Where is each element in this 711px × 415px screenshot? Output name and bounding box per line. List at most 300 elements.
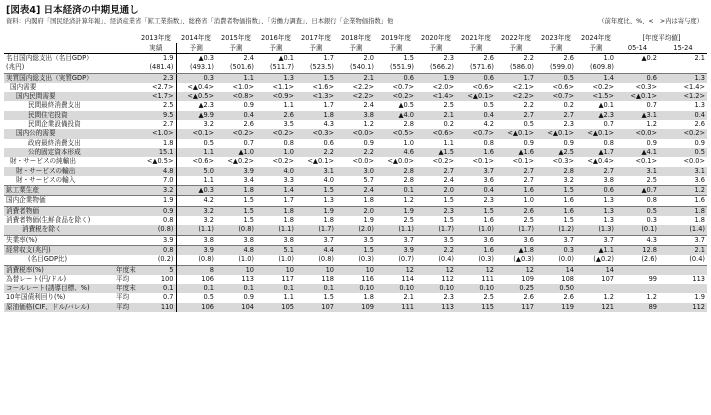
- average-cell: (0.1): [616, 225, 659, 235]
- average-cell: 0.4: [659, 111, 707, 120]
- table-cell: 2.7: [163, 120, 174, 129]
- table-cell: ▲2.5: [536, 148, 576, 157]
- table-cell: <2.2>: [496, 92, 536, 101]
- table-cell: 2.3: [563, 120, 574, 129]
- status-header: 予測: [336, 43, 376, 54]
- table-cell: 3.7: [376, 235, 416, 245]
- table-cell: (0.8): [176, 255, 216, 265]
- table-cell: <▲0.4>: [587, 157, 614, 166]
- table-cell: 1.9: [163, 54, 174, 62]
- table-cell: 3.9: [136, 235, 176, 245]
- table-cell: 112: [441, 274, 454, 283]
- table-cell: 0.6: [576, 186, 616, 196]
- table-cell: 8: [176, 265, 216, 275]
- table-cell: 3.9: [376, 245, 416, 255]
- table-cell: <▲0.5>: [146, 157, 174, 166]
- table-cell: 1.5: [443, 216, 454, 225]
- status-header: 予測: [216, 43, 256, 54]
- table-cell: 0.5: [176, 293, 216, 302]
- table-cell: 1.8: [256, 206, 296, 216]
- table-cell: 1.8: [216, 186, 256, 196]
- table-row: [4, 303, 707, 312]
- row-label: 国内需要: [10, 82, 37, 91]
- table-cell: 5.1: [256, 245, 296, 255]
- row-label: 国内公的需要: [4, 129, 114, 138]
- table-cell: 2.7: [496, 111, 536, 120]
- row-label: 実質国内総支出（実質GDP）: [4, 73, 114, 83]
- year-header: 2017年度: [301, 34, 331, 42]
- row-label: 公的固定資本形成: [4, 148, 114, 157]
- table-cell: (1.2): [536, 225, 576, 235]
- table-cell: 3.2: [136, 186, 176, 196]
- table-cell: (0.3): [478, 255, 494, 264]
- table-cell: 1.1: [216, 73, 256, 83]
- table-cell: 108: [561, 274, 574, 283]
- table-cell: 3.5: [416, 235, 456, 245]
- table-cell: 2.3: [136, 73, 176, 83]
- row-label: 消費税を除く: [4, 225, 114, 235]
- average-cell: 2.5: [646, 175, 657, 184]
- table-cell: 1.8: [283, 216, 294, 225]
- table-cell: 2.6: [563, 293, 574, 302]
- table-cell: 4.2: [483, 120, 494, 129]
- status-header: 実績: [136, 43, 176, 54]
- table-cell: <▲0.4>: [176, 83, 216, 92]
- status-header: 予測: [256, 43, 296, 54]
- year-header: 2014年度: [181, 34, 211, 42]
- table-cell: (571.6): [456, 63, 496, 73]
- table-cell: 1.9: [363, 216, 374, 225]
- average-cell: 0.3: [646, 216, 657, 225]
- average-cell: [616, 265, 659, 275]
- average-cell: 112: [659, 303, 707, 312]
- row-label: 消費者物価: [4, 206, 114, 216]
- table-cell: 1.6: [456, 245, 496, 255]
- table-cell: 111: [481, 274, 494, 283]
- table-cell: (▲0.2): [593, 255, 614, 264]
- table-cell: 3.9: [216, 167, 256, 176]
- table-cell: (2.0): [336, 225, 376, 235]
- table-cell: 0.5: [176, 139, 216, 148]
- average-cell: 1.6: [659, 196, 707, 206]
- table-cell: 0.3: [176, 73, 216, 83]
- table-cell: (1.3): [576, 225, 616, 235]
- table-cell: (523.5): [296, 63, 336, 73]
- row-label: 名目国内総支出（名目GDP）: [6, 54, 93, 62]
- table-cell: 2.1: [416, 111, 456, 120]
- table-cell: 1.9: [296, 206, 336, 216]
- status-header: 予測: [456, 43, 496, 54]
- table-cell: 3.6: [483, 175, 494, 184]
- table-cell: ▲2.3: [176, 101, 216, 110]
- row-unit: [114, 225, 136, 235]
- table-cell: <0.6>: [472, 82, 494, 91]
- table-row: [4, 83, 707, 92]
- table-cell: (511.7): [256, 63, 296, 73]
- table-cell: <1.0>: [232, 82, 254, 91]
- table-row: [4, 63, 707, 73]
- table-row: [4, 167, 707, 176]
- average-cell: (2.6): [641, 255, 657, 264]
- row-unit: [114, 186, 136, 196]
- table-cell: 2.8: [403, 175, 414, 184]
- row-unit: [114, 167, 136, 176]
- table-row: [4, 216, 707, 225]
- table-cell: 5: [136, 265, 176, 275]
- table-cell: ▲1.5: [416, 148, 456, 157]
- table-cell: ▲1.1: [576, 245, 616, 255]
- average-cell: ▲0.2: [641, 54, 657, 62]
- table-cell: 3.2: [176, 120, 216, 129]
- table-cell: 0.7: [603, 120, 614, 129]
- average-cell: 1.9: [694, 293, 705, 302]
- table-row: [4, 196, 707, 206]
- table-cell: 1.7: [323, 54, 334, 62]
- table-cell: 1.5: [296, 73, 336, 83]
- table-cell: <1.6>: [312, 82, 334, 91]
- source-note: 資料：内閣府「国民経済計算年報」、経済産業省「鉱工業指数」、総務省「消費者物価指数」、「労働力調査」、日本銀行「企業物価指数」他: [6, 18, 394, 25]
- average-cell: 0.6: [616, 73, 659, 83]
- table-row: [4, 139, 707, 148]
- table-cell: 2.2: [523, 54, 534, 62]
- table-cell: 0.9: [243, 101, 254, 110]
- table-cell: 3.7: [536, 235, 576, 245]
- status-header: 予測: [296, 43, 336, 54]
- average-cell: <0.1>: [635, 157, 657, 166]
- table-cell: 1.4: [576, 73, 616, 83]
- table-cell: 2.6: [483, 54, 494, 62]
- table-row: [4, 293, 707, 302]
- table-cell: 1.1: [176, 176, 216, 186]
- table-cell: 1.2: [376, 196, 416, 206]
- table-cell: 1.5: [323, 293, 334, 302]
- year-header: 2020年度: [421, 34, 451, 42]
- table-cell: (▲0.3): [513, 255, 534, 264]
- table-cell: 3.5: [336, 235, 376, 245]
- avg-period-header: 15-24: [659, 43, 707, 54]
- row-unit: 平均: [116, 293, 130, 302]
- table-row: [4, 54, 707, 64]
- table-cell: 12: [416, 265, 456, 275]
- table-cell: 1.0: [603, 54, 614, 62]
- table-cell: [576, 284, 616, 293]
- table-cell: 1.3: [576, 196, 616, 206]
- table-cell: 3.7: [576, 235, 616, 245]
- unit-note: （前年度比、%、< >内は寄与度）: [598, 18, 703, 25]
- table-cell: 0.10: [456, 284, 496, 293]
- row-unit: [114, 129, 136, 138]
- row-unit: [114, 245, 136, 255]
- table-cell: 14: [576, 265, 616, 275]
- table-cell: <0.2>: [216, 129, 256, 138]
- table-cell: 0.6: [376, 73, 416, 83]
- row-label: 為替レート(円/ドル): [6, 274, 67, 283]
- table-cell: 3.8: [603, 175, 614, 184]
- average-cell: 12.8: [616, 245, 659, 255]
- average-cell: 0.9: [694, 138, 705, 147]
- row-label: 財・サービスの輸入: [16, 175, 76, 184]
- table-cell: 1.0: [496, 196, 536, 206]
- table-cell: 1.7: [323, 101, 334, 110]
- table-cell: 2.4: [336, 186, 376, 196]
- table-cell: 4.3: [323, 120, 334, 129]
- table-cell: <0.0>: [336, 129, 376, 138]
- table-cell: 2.3: [416, 206, 456, 216]
- table-cell: 1.0: [256, 148, 296, 157]
- table-cell: 1.2: [603, 293, 614, 302]
- table-cell: 1.6: [496, 186, 536, 196]
- table-cell: ▲2.3: [576, 111, 616, 120]
- average-cell: ▲0.7: [616, 186, 659, 196]
- table-cell: 0.10: [376, 284, 416, 293]
- average-cell: 1.8: [694, 216, 705, 225]
- table-cell: 2.7: [496, 167, 536, 176]
- table-cell: 3.7: [296, 235, 336, 245]
- table-cell: 0.4: [456, 111, 496, 120]
- row-label: 消費税率(%): [4, 265, 114, 275]
- average-cell: 3.6: [694, 175, 705, 184]
- table-cell: 4.0: [256, 167, 296, 176]
- table-cell: 106: [176, 303, 216, 312]
- table-cell: 0.6: [323, 138, 334, 147]
- year-header: 2022年度: [501, 34, 531, 42]
- table-row: [4, 101, 707, 110]
- table-cell: 1.3: [256, 73, 296, 83]
- row-label: 財・サービスの純輸出: [10, 157, 76, 166]
- table-cell: ▲1.7: [576, 148, 616, 157]
- table-cell: (1.1): [256, 225, 296, 235]
- table-cell: 10: [336, 265, 376, 275]
- table-cell: <1.3>: [296, 92, 336, 101]
- average-cell: 2.6: [694, 120, 705, 129]
- average-cell: 0.8: [616, 196, 659, 206]
- table-cell: <0.7>: [392, 82, 414, 91]
- row-label: 10年国債利回り(%): [6, 293, 66, 302]
- table-cell: 1.2: [363, 120, 374, 129]
- table-cell: 2.5: [443, 101, 454, 110]
- table-cell: 9.5: [136, 111, 176, 120]
- table-cell: ▲1.0: [216, 148, 256, 157]
- table-cell: <0.1>: [176, 129, 216, 138]
- table-cell: 117: [496, 303, 536, 312]
- table-row: [4, 265, 707, 275]
- average-cell: [659, 63, 707, 73]
- average-cell: ▲4.1: [616, 148, 659, 157]
- row-unit: [114, 63, 136, 73]
- table-row: [4, 129, 707, 138]
- average-cell: [659, 284, 707, 293]
- status-header: 予測: [416, 43, 456, 54]
- table-cell: 0.5: [536, 73, 576, 83]
- table-cell: 2.0: [416, 186, 456, 196]
- table-cell: 3.8: [336, 111, 376, 120]
- average-cell: [616, 284, 659, 293]
- row-label: 消費者物価(生鮮食品を除く): [6, 216, 91, 225]
- table-cell: ▲4.0: [376, 111, 416, 120]
- table-cell: <2.0>: [432, 82, 454, 91]
- table-cell: 2.2: [523, 101, 534, 110]
- table-cell: 2.6: [243, 120, 254, 129]
- table-cell: <0.1>: [512, 157, 534, 166]
- average-cell: 4.3: [616, 235, 659, 245]
- table-cell: 1.8: [336, 196, 376, 206]
- average-cell: <▲0.1>: [616, 92, 659, 101]
- table-cell: (1.7): [416, 225, 456, 235]
- table-cell: 3.9: [176, 245, 216, 255]
- table-cell: 114: [401, 274, 414, 283]
- row-label: 原油価格(CIF、ドル/バレル): [4, 303, 114, 312]
- row-unit: 年度末: [116, 284, 136, 293]
- status-header: 予測: [176, 43, 216, 54]
- table-cell: 110: [136, 303, 176, 312]
- table-cell: <▲0.1>: [576, 129, 616, 138]
- table-cell: 2.1: [336, 73, 376, 83]
- table-cell: 3.5: [283, 120, 294, 129]
- table-cell: 5.7: [363, 175, 374, 184]
- table-cell: 12: [496, 265, 536, 275]
- table-cell: 1.9: [376, 206, 416, 216]
- average-cell: 1.2: [659, 186, 707, 196]
- row-unit: [114, 73, 136, 83]
- table-cell: 0.9: [523, 138, 534, 147]
- average-cell: 3.7: [659, 235, 707, 245]
- table-cell: 1.8: [323, 216, 334, 225]
- average-cell: 89: [616, 303, 659, 312]
- table-cell: 107: [296, 303, 336, 312]
- table-cell: <1.1>: [272, 82, 294, 91]
- table-cell: 109: [521, 274, 534, 283]
- table-cell: 117: [281, 274, 294, 283]
- table-cell: 0.9: [563, 138, 574, 147]
- row-unit: [114, 83, 136, 92]
- table-cell: <0.0>: [352, 157, 374, 166]
- table-cell: 3.7: [456, 167, 496, 176]
- table-cell: (586.0): [496, 63, 536, 73]
- table-cell: 3.3: [283, 175, 294, 184]
- table-cell: 0.6: [456, 73, 496, 83]
- table-cell: 0.5: [523, 120, 534, 129]
- table-cell: ▲0.1: [278, 54, 294, 62]
- average-cell: 1.8: [659, 206, 707, 216]
- table-cell: 2.5: [403, 216, 414, 225]
- row-label: 国内民間需要: [4, 92, 114, 101]
- table-cell: 0.4: [456, 186, 496, 196]
- table-cell: <1.0>: [136, 129, 176, 138]
- table-cell: 115: [456, 303, 496, 312]
- table-cell: 2.2: [296, 148, 336, 157]
- table-cell: <▲0.1>: [456, 92, 496, 101]
- table-cell: 2.8: [376, 167, 416, 176]
- table-cell: 0.8: [136, 245, 176, 255]
- row-unit: 平均: [114, 303, 136, 312]
- table-cell: 1.8: [296, 111, 336, 120]
- table-cell: <2.7>: [151, 82, 174, 91]
- year-header: 2019年度: [381, 34, 411, 42]
- table-cell: (0.7): [398, 255, 414, 264]
- table-cell: 5.0: [176, 167, 216, 176]
- table-cell: 0.1: [136, 284, 176, 293]
- table-cell: 10: [256, 265, 296, 275]
- average-cell: <1.4>: [683, 82, 705, 91]
- table-cell: 2.4: [243, 54, 254, 62]
- table-cell: 0.7: [243, 138, 254, 147]
- table-cell: 111: [376, 303, 416, 312]
- table-cell: 2.4: [363, 101, 374, 110]
- table-cell: ▲1.8: [496, 245, 536, 255]
- table-cell: 2.1: [403, 293, 414, 302]
- table-cell: 2.5: [163, 101, 174, 110]
- row-label: 経常収支(兆円): [4, 245, 114, 255]
- row-unit: [114, 206, 136, 216]
- average-cell: 1.3: [659, 73, 707, 83]
- average-header: [年度平均値]: [642, 34, 681, 42]
- table-cell: 121: [576, 303, 616, 312]
- table-cell: 2.3: [443, 54, 454, 62]
- table-cell: 1.6: [456, 148, 496, 157]
- average-cell: 113: [692, 274, 705, 283]
- table-row: [4, 73, 707, 83]
- row-unit: [114, 196, 136, 206]
- table-cell: 12: [376, 265, 416, 275]
- table-cell: (1.7): [496, 225, 536, 235]
- average-cell: 0.5: [616, 206, 659, 216]
- table-cell: 1.9: [136, 196, 176, 206]
- table-cell: 0.7: [163, 293, 174, 302]
- year-header: 2015年度: [221, 34, 251, 42]
- table-cell: 0.1: [376, 186, 416, 196]
- table-cell: 3.4: [243, 175, 254, 184]
- table-cell: (1.0): [238, 255, 254, 264]
- table-cell: 3.8: [256, 235, 296, 245]
- average-cell: 0.9: [646, 138, 657, 147]
- table-cell: (551.9): [376, 63, 416, 73]
- average-cell: <0.0>: [616, 129, 659, 138]
- table-cell: ▲0.5: [398, 101, 414, 110]
- table-cell: 2.7: [536, 111, 576, 120]
- average-cell: [659, 265, 707, 275]
- table-cell: 2.7: [576, 167, 616, 176]
- row-unit: [114, 157, 136, 166]
- table-cell: 1.5: [216, 196, 256, 206]
- table-cell: 2.3: [456, 196, 496, 206]
- row-unit: [114, 101, 136, 110]
- table-cell: <0.5>: [376, 129, 416, 138]
- table-cell: 7.0: [163, 175, 174, 184]
- table-cell: 119: [536, 303, 576, 312]
- table-cell: 106: [176, 275, 216, 284]
- table-cell: <0.6>: [176, 157, 216, 166]
- table-cell: 14: [536, 265, 576, 275]
- average-cell: <1.2>: [659, 92, 707, 101]
- table-cell: 1.5: [563, 216, 574, 225]
- table-cell: 12: [456, 265, 496, 275]
- table-cell: 107: [601, 274, 614, 283]
- table-cell: 1.8: [363, 293, 374, 302]
- table-cell: (0.8): [136, 225, 176, 235]
- row-label: 民間住宅投資: [4, 111, 114, 120]
- table-cell: 10: [216, 265, 256, 275]
- table-cell: <1.7>: [136, 92, 176, 101]
- table-cell: 0.10: [416, 284, 456, 293]
- table-cell: 1.1: [176, 148, 216, 157]
- table-row: [4, 275, 707, 284]
- table-cell: 0.3: [536, 245, 576, 255]
- average-cell: <0.2>: [659, 129, 707, 138]
- table-cell: <0.9>: [256, 92, 296, 101]
- table-cell: 3.6: [496, 235, 536, 245]
- table-row: [4, 120, 707, 129]
- table-cell: 2.7: [523, 175, 534, 184]
